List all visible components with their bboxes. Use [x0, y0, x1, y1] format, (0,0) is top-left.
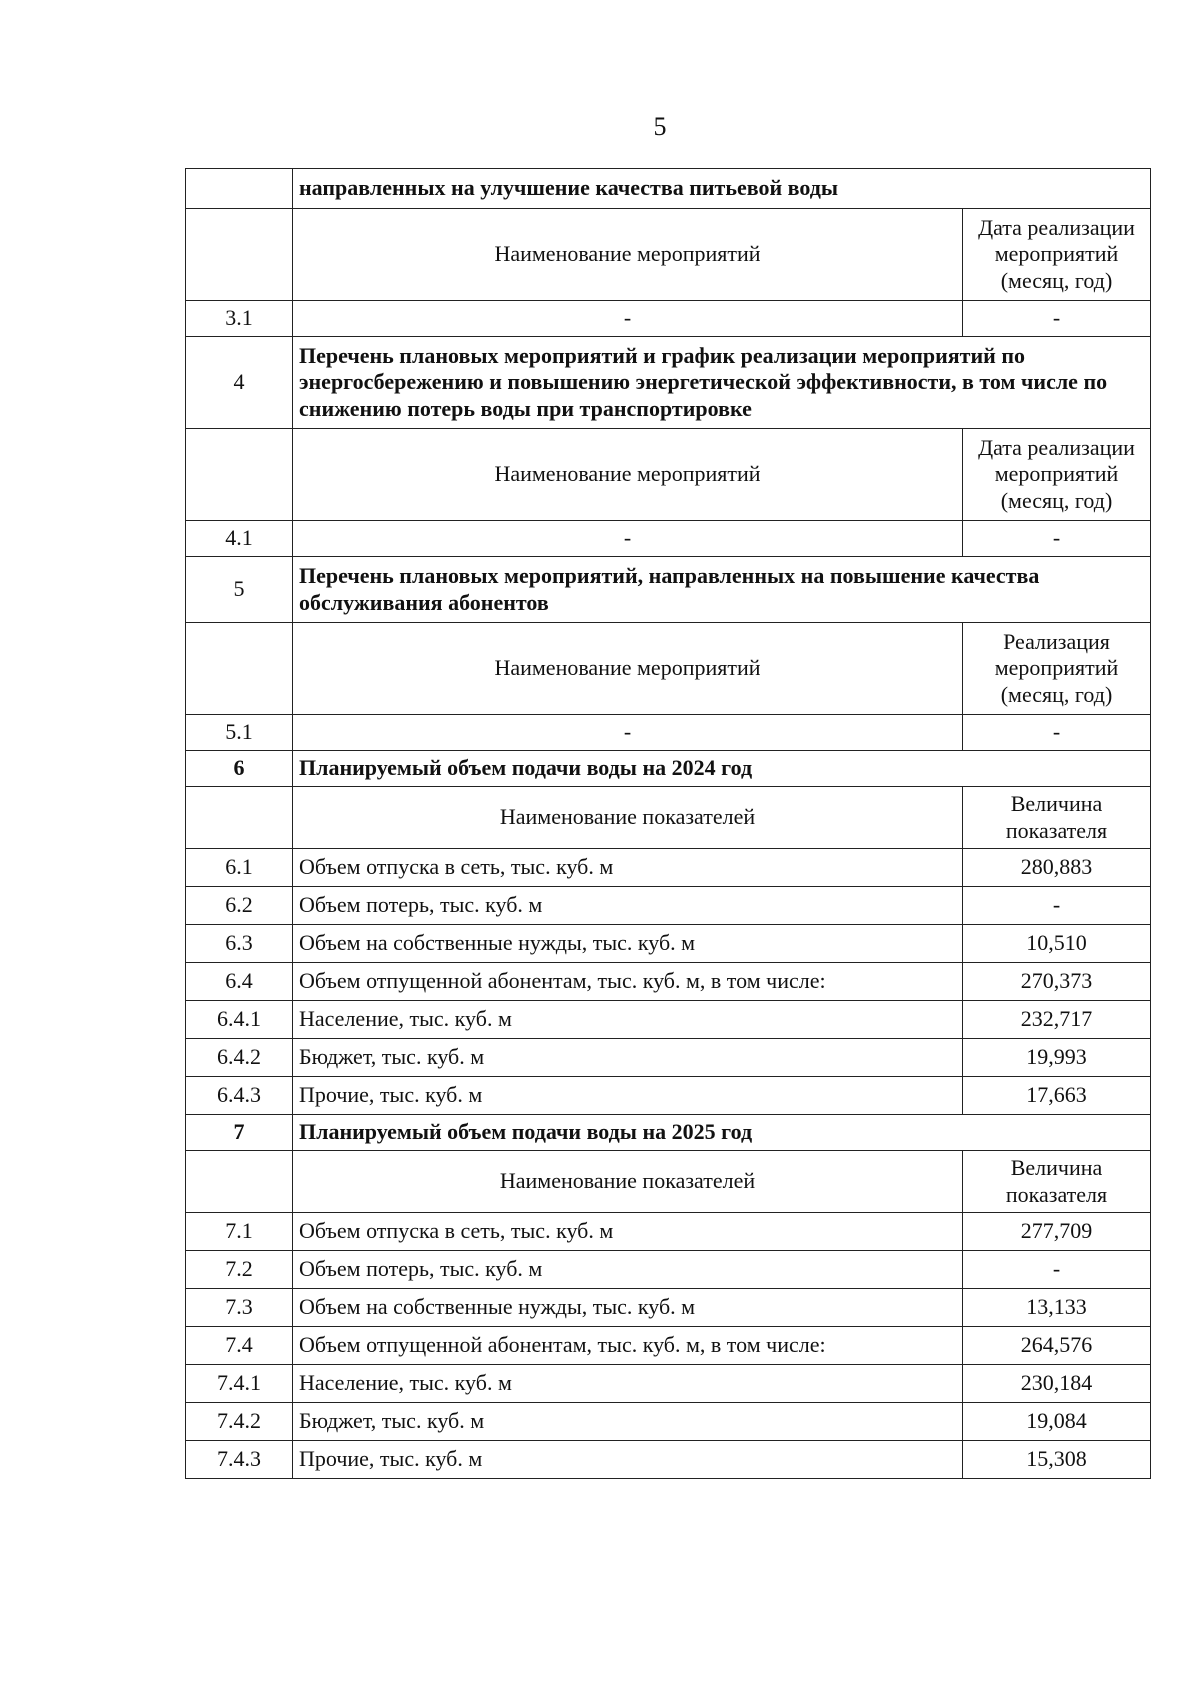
row-value: 270,373: [963, 963, 1151, 1001]
column-header-date: Дата реализации мероприятий (месяц, год): [963, 429, 1151, 521]
row-number: 4: [186, 337, 293, 429]
section-4-header-row: [186, 429, 1151, 521]
row-number: 6.4: [186, 963, 293, 1001]
section-title: направленных на улучшение качества питьевой воды: [293, 169, 1151, 209]
table-row: [186, 715, 1151, 751]
table-row: [186, 1251, 1151, 1289]
table-row: [186, 963, 1151, 1001]
section-3-header-row: [186, 209, 1151, 301]
row-number: [186, 429, 293, 521]
table-row: [186, 1441, 1151, 1479]
table-row: [186, 849, 1151, 887]
row-value: 15,308: [963, 1441, 1151, 1479]
row-number: 3.1: [186, 301, 293, 337]
row-number: 6.2: [186, 887, 293, 925]
row-number: 7.1: [186, 1213, 293, 1251]
column-header-value: Величина показателя: [963, 787, 1151, 849]
row-name: Население, тыс. куб. м: [293, 1365, 963, 1403]
row-name: Объем отпущенной абонентам, тыс. куб. м, в том числе:: [293, 963, 963, 1001]
row-name: -: [293, 301, 963, 337]
row-name: Объем на собственные нужды, тыс. куб. м: [293, 1289, 963, 1327]
row-name: Объем отпуска в сеть, тыс. куб. м: [293, 1213, 963, 1251]
row-name: Бюджет, тыс. куб. м: [293, 1403, 963, 1441]
row-name: Объем отпущенной абонентам, тыс. куб. м, в том числе:: [293, 1327, 963, 1365]
section-title: Перечень плановых мероприятий, направленных на повышение качества обслуживания абонентов: [293, 557, 1151, 623]
row-name: -: [293, 715, 963, 751]
row-name: Прочие, тыс. куб. м: [293, 1441, 963, 1479]
table-row: [186, 1289, 1151, 1327]
row-value: -: [963, 715, 1151, 751]
row-number: 4.1: [186, 521, 293, 557]
row-number: [186, 169, 293, 209]
row-number: 6.1: [186, 849, 293, 887]
row-name: Население, тыс. куб. м: [293, 1001, 963, 1039]
row-number: 7.2: [186, 1251, 293, 1289]
row-name: Объем отпуска в сеть, тыс. куб. м: [293, 849, 963, 887]
section-4-title-row: [186, 337, 1151, 429]
section-6-header-row: [186, 787, 1151, 849]
row-number: 6.4.3: [186, 1077, 293, 1115]
row-name: Прочие, тыс. куб. м: [293, 1077, 963, 1115]
row-number: 6.4.1: [186, 1001, 293, 1039]
row-value: -: [963, 301, 1151, 337]
row-value: 19,084: [963, 1403, 1151, 1441]
column-header-name: Наименование мероприятий: [293, 209, 963, 301]
row-number: 7: [186, 1115, 293, 1151]
row-name: Объем потерь, тыс. куб. м: [293, 1251, 963, 1289]
row-name: Объем потерь, тыс. куб. м: [293, 887, 963, 925]
column-header-date: Дата реализации мероприятий (месяц, год): [963, 209, 1151, 301]
table-row: [186, 1001, 1151, 1039]
section-title: Перечень плановых мероприятий и график реализации мероприятий по энергосбережению и повышению энергетической эффективности, в том числе по снижению потерь воды при транспортировке: [293, 337, 1151, 429]
row-number: 7.4.2: [186, 1403, 293, 1441]
row-number: 5.1: [186, 715, 293, 751]
row-number: [186, 787, 293, 849]
table-row: [186, 1403, 1151, 1441]
plan-table: [185, 168, 1151, 1479]
table-row: [186, 521, 1151, 557]
row-value: 277,709: [963, 1213, 1151, 1251]
column-header-name: Наименование мероприятий: [293, 623, 963, 715]
row-number: 7.3: [186, 1289, 293, 1327]
row-number: [186, 209, 293, 301]
row-value: 232,717: [963, 1001, 1151, 1039]
row-value: -: [963, 1251, 1151, 1289]
column-header-date: Реализация мероприятий (месяц, год): [963, 623, 1151, 715]
row-value: 19,993: [963, 1039, 1151, 1077]
section-7-title-row: [186, 1115, 1151, 1151]
table-row: [186, 1213, 1151, 1251]
row-number: 6: [186, 751, 293, 787]
row-value: -: [963, 521, 1151, 557]
section-5-header-row: [186, 623, 1151, 715]
row-value: 264,576: [963, 1327, 1151, 1365]
section-title: Планируемый объем подачи воды на 2025 год: [293, 1115, 1151, 1151]
row-value: 280,883: [963, 849, 1151, 887]
section-5-title-row: [186, 557, 1151, 623]
row-number: 6.4.2: [186, 1039, 293, 1077]
column-header-name: Наименование мероприятий: [293, 429, 963, 521]
row-number: 7.4: [186, 1327, 293, 1365]
row-value: 10,510: [963, 925, 1151, 963]
row-number: 7.4.3: [186, 1441, 293, 1479]
page-number: 5: [653, 112, 667, 141]
section-6-title-row: [186, 751, 1151, 787]
section-7-header-row: [186, 1151, 1151, 1213]
row-number: [186, 1151, 293, 1213]
table-row: [186, 925, 1151, 963]
table-row: [186, 301, 1151, 337]
table-row: [186, 1327, 1151, 1365]
row-value: 17,663: [963, 1077, 1151, 1115]
row-value: 230,184: [963, 1365, 1151, 1403]
row-number: 6.3: [186, 925, 293, 963]
row-name: -: [293, 521, 963, 557]
table-row: [186, 887, 1151, 925]
section-3-title-row: [186, 169, 1151, 209]
table-row: [186, 1077, 1151, 1115]
column-header-name: Наименование показателей: [293, 787, 963, 849]
section-title: Планируемый объем подачи воды на 2024 год: [293, 751, 1151, 787]
row-number: 7.4.1: [186, 1365, 293, 1403]
table-row: [186, 1039, 1151, 1077]
row-value: -: [963, 887, 1151, 925]
table-row: [186, 1365, 1151, 1403]
row-number: 5: [186, 557, 293, 623]
column-header-value: Величина показателя: [963, 1151, 1151, 1213]
column-header-name: Наименование показателей: [293, 1151, 963, 1213]
row-name: Бюджет, тыс. куб. м: [293, 1039, 963, 1077]
row-name: Объем на собственные нужды, тыс. куб. м: [293, 925, 963, 963]
row-number: [186, 623, 293, 715]
row-value: 13,133: [963, 1289, 1151, 1327]
